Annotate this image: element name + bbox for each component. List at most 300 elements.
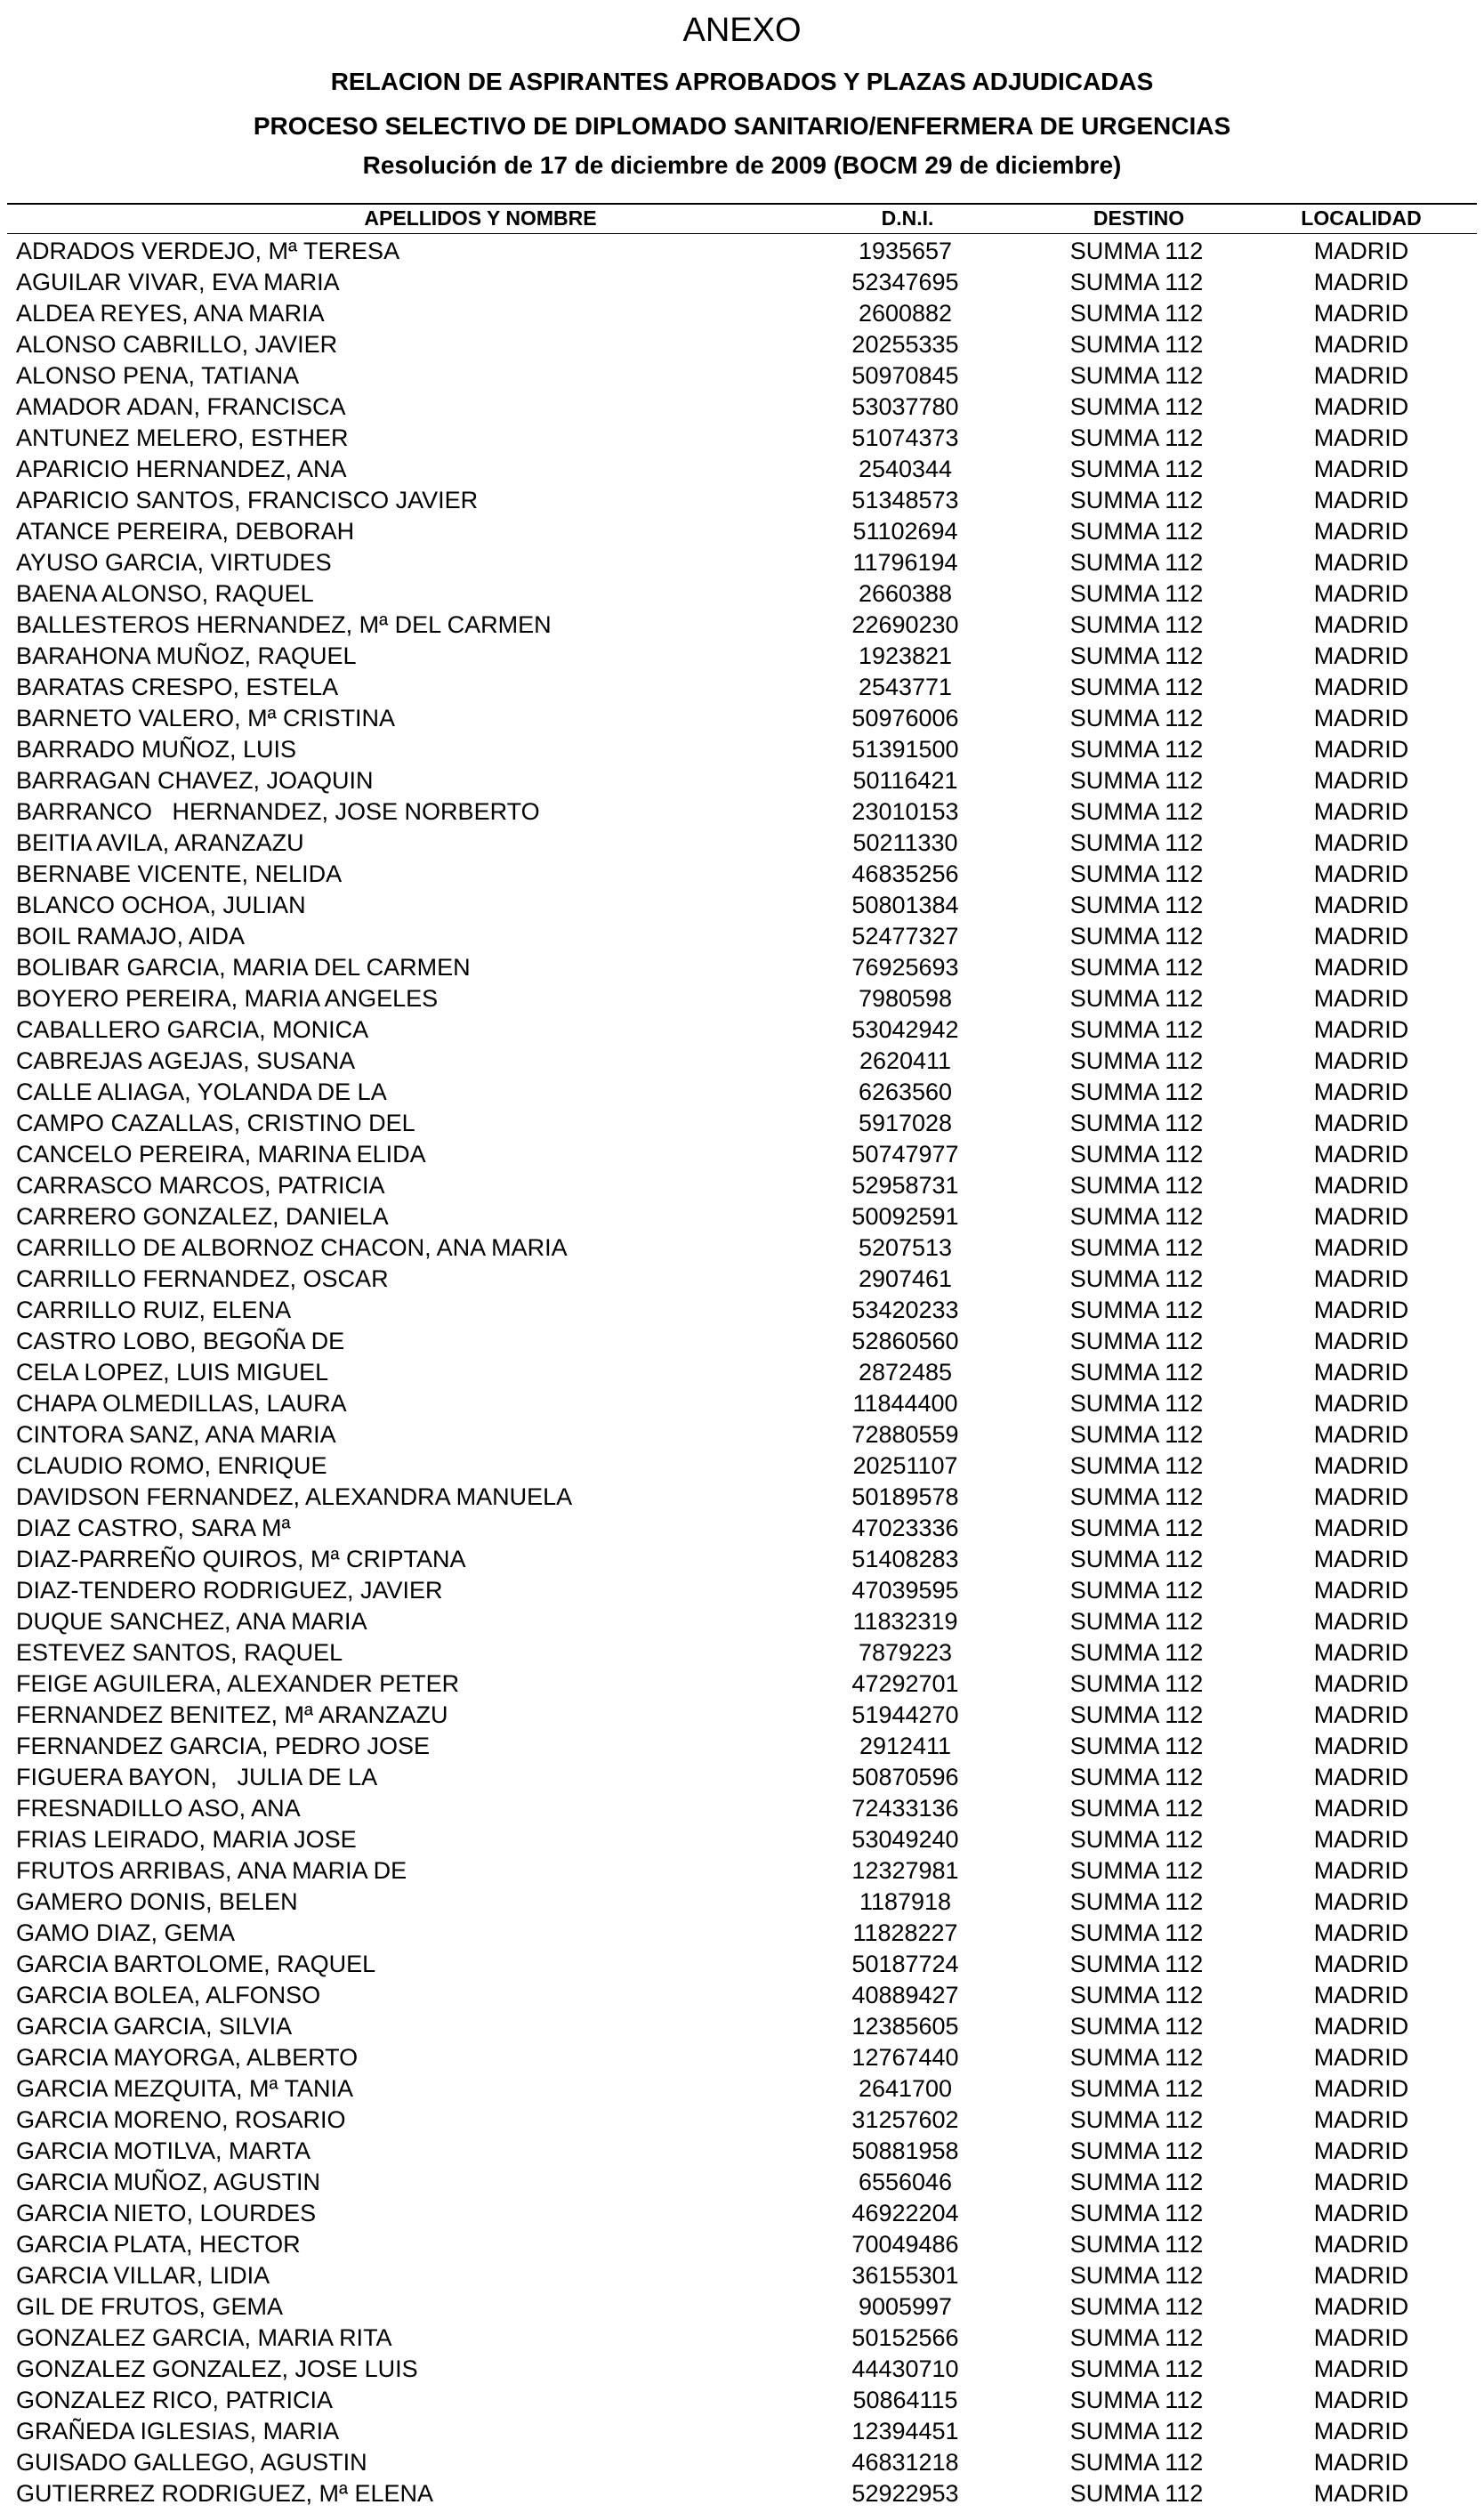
cell-dni: 2543771 bbox=[858, 674, 953, 700]
table-row bbox=[0, 1637, 1484, 1669]
cell-dni: 53420233 bbox=[851, 1297, 959, 1323]
cell-localidad: MADRID bbox=[1313, 1670, 1409, 1697]
cell-dni: 2912411 bbox=[859, 1733, 952, 1759]
cell-localidad: MADRID bbox=[1313, 798, 1409, 825]
cell-dni: 52860560 bbox=[851, 1328, 959, 1354]
cell-name: CABALLERO GARCIA, MONICA bbox=[16, 1016, 369, 1043]
cell-name: CLAUDIO ROMO, ENRIQUE bbox=[16, 1452, 327, 1479]
cell-localidad: MADRID bbox=[1313, 1079, 1409, 1105]
cell-dni: 2540344 bbox=[858, 456, 953, 482]
cell-destino: SUMMA 112 bbox=[1069, 611, 1204, 638]
cell-dni: 50747977 bbox=[851, 1141, 959, 1168]
cell-name: GARCIA NIETO, LOURDES bbox=[16, 2200, 317, 2226]
table-row bbox=[0, 516, 1484, 547]
table-row bbox=[0, 2478, 1484, 2509]
table-row bbox=[0, 1700, 1484, 1731]
cell-dni: 51348573 bbox=[851, 487, 959, 513]
cell-dni: 12327981 bbox=[851, 1857, 959, 1884]
cell-dni: 2872485 bbox=[858, 1359, 953, 1386]
table-row bbox=[0, 1513, 1484, 1544]
cell-destino: SUMMA 112 bbox=[1069, 1608, 1204, 1635]
cell-name: DIAZ-PARREÑO QUIROS, Mª CRIPTANA bbox=[16, 1546, 466, 1572]
cell-dni: 52347695 bbox=[851, 269, 959, 295]
cell-dni: 1935657 bbox=[858, 238, 953, 264]
cell-destino: SUMMA 112 bbox=[1069, 923, 1204, 949]
cell-destino: SUMMA 112 bbox=[1069, 767, 1204, 794]
cell-localidad: MADRID bbox=[1313, 2262, 1409, 2289]
cell-localidad: MADRID bbox=[1313, 1110, 1409, 1136]
cell-dni: 47039595 bbox=[851, 1577, 959, 1604]
cell-destino: SUMMA 112 bbox=[1069, 674, 1204, 700]
cell-localidad: MADRID bbox=[1313, 2013, 1409, 2040]
cell-localidad: MADRID bbox=[1313, 1795, 1409, 1822]
table-row bbox=[0, 641, 1484, 672]
table-row bbox=[0, 2198, 1484, 2229]
table-row bbox=[0, 2416, 1484, 2447]
table-row bbox=[0, 2011, 1484, 2042]
cell-dni: 46922204 bbox=[851, 2200, 959, 2226]
table-row bbox=[0, 1482, 1484, 1513]
cell-name: ALDEA REYES, ANA MARIA bbox=[16, 300, 325, 327]
cell-dni: 50976006 bbox=[851, 705, 959, 731]
cell-destino: SUMMA 112 bbox=[1069, 1234, 1204, 1261]
table-row bbox=[0, 1295, 1484, 1326]
cell-dni: 11832319 bbox=[852, 1608, 958, 1635]
cell-name: BARRANCO HERNANDEZ, JOSE NORBERTO bbox=[16, 798, 540, 825]
cell-localidad: MADRID bbox=[1313, 362, 1409, 389]
cell-destino: SUMMA 112 bbox=[1069, 1079, 1204, 1105]
cell-destino: SUMMA 112 bbox=[1069, 2044, 1204, 2071]
cell-destino: SUMMA 112 bbox=[1069, 1421, 1204, 1448]
cell-name: GARCIA PLATA, HECTOR bbox=[16, 2231, 301, 2258]
cell-destino: SUMMA 112 bbox=[1069, 1483, 1204, 1510]
table-row bbox=[0, 1824, 1484, 1855]
table-row bbox=[0, 921, 1484, 952]
cell-localidad: MADRID bbox=[1313, 1577, 1409, 1604]
table-row bbox=[0, 1731, 1484, 1762]
cell-name: BEITIA AVILA, ARANZAZU bbox=[16, 829, 304, 856]
cell-localidad: MADRID bbox=[1313, 1390, 1409, 1417]
cell-destino: SUMMA 112 bbox=[1069, 1297, 1204, 1323]
cell-name: BOYERO PEREIRA, MARIA ANGELES bbox=[16, 985, 439, 1012]
cell-name: GARCIA MAYORGA, ALBERTO bbox=[16, 2044, 359, 2071]
cell-destino: SUMMA 112 bbox=[1069, 1795, 1204, 1822]
cell-name: GRAÑEDA IGLESIAS, MARIA bbox=[16, 2418, 340, 2444]
cell-localidad: MADRID bbox=[1313, 1452, 1409, 1479]
table-row bbox=[0, 267, 1484, 298]
cell-dni: 20255335 bbox=[851, 331, 959, 358]
cell-name: AYUSO GARCIA, VIRTUDES bbox=[16, 549, 332, 576]
table-row bbox=[0, 236, 1484, 267]
cell-name: ALONSO PENA, TATIANA bbox=[16, 362, 300, 389]
cell-dni: 36155301 bbox=[851, 2262, 959, 2289]
cell-dni: 1187918 bbox=[859, 1888, 952, 1915]
cell-name: APARICIO HERNANDEZ, ANA bbox=[16, 456, 347, 482]
cell-destino: SUMMA 112 bbox=[1069, 829, 1204, 856]
cell-destino: SUMMA 112 bbox=[1069, 736, 1204, 763]
cell-localidad: MADRID bbox=[1313, 1483, 1409, 1510]
table-row bbox=[0, 1201, 1484, 1232]
cell-name: GAMO DIAZ, GEMA bbox=[16, 1919, 236, 1946]
cell-name: BARATAS CRESPO, ESTELA bbox=[16, 674, 339, 700]
cell-localidad: MADRID bbox=[1313, 2106, 1409, 2133]
cell-name: BLANCO OCHOA, JULIAN bbox=[16, 892, 306, 918]
cell-localidad: MADRID bbox=[1313, 2137, 1409, 2164]
table-row bbox=[0, 1887, 1484, 1918]
cell-name: GUTIERREZ RODRIGUEZ, Mª ELENA bbox=[16, 2480, 434, 2507]
cell-localidad: MADRID bbox=[1313, 674, 1409, 700]
cell-name: GARCIA MOTILVA, MARTA bbox=[16, 2137, 311, 2164]
table-row bbox=[0, 2167, 1484, 2198]
cell-localidad: MADRID bbox=[1313, 2324, 1409, 2351]
cell-destino: SUMMA 112 bbox=[1069, 1919, 1204, 1946]
cell-name: FERNANDEZ BENITEZ, Mª ARANZAZU bbox=[16, 1701, 448, 1728]
cell-name: BALLESTEROS HERNANDEZ, Mª DEL CARMEN bbox=[16, 611, 552, 638]
cell-destino: SUMMA 112 bbox=[1069, 362, 1204, 389]
cell-dni: 46831218 bbox=[851, 2449, 959, 2476]
cell-dni: 51944270 bbox=[851, 1701, 959, 1728]
cell-localidad: MADRID bbox=[1313, 1639, 1409, 1666]
table-row bbox=[0, 578, 1484, 610]
cell-dni: 47023336 bbox=[851, 1515, 959, 1541]
cell-destino: SUMMA 112 bbox=[1069, 238, 1204, 264]
column-header-dni: D.N.I. bbox=[881, 206, 934, 230]
cell-name: BARRADO MUÑOZ, LUIS bbox=[16, 736, 297, 763]
cell-localidad: MADRID bbox=[1313, 1141, 1409, 1168]
cell-localidad: MADRID bbox=[1313, 923, 1409, 949]
cell-destino: SUMMA 112 bbox=[1069, 1047, 1204, 1074]
table-row bbox=[0, 1669, 1484, 1700]
cell-name: CARRILLO DE ALBORNOZ CHACON, ANA MARIA bbox=[16, 1234, 568, 1261]
cell-dni: 50970845 bbox=[851, 362, 959, 389]
table-row bbox=[0, 983, 1484, 1014]
cell-name: GAMERO DONIS, BELEN bbox=[16, 1888, 298, 1915]
table-row bbox=[0, 672, 1484, 703]
cell-localidad: MADRID bbox=[1313, 1826, 1409, 1853]
cell-dni: 7980598 bbox=[858, 985, 953, 1012]
cell-dni: 11828227 bbox=[852, 1919, 958, 1946]
cell-dni: 72880559 bbox=[851, 1421, 959, 1448]
cell-name: FRIAS LEIRADO, MARIA JOSE bbox=[16, 1826, 357, 1853]
cell-localidad: MADRID bbox=[1313, 1764, 1409, 1790]
table-row bbox=[0, 1419, 1484, 1450]
cell-destino: SUMMA 112 bbox=[1069, 2293, 1204, 2320]
cell-destino: SUMMA 112 bbox=[1069, 2480, 1204, 2507]
cell-dni: 11796194 bbox=[852, 549, 958, 576]
cell-name: GONZALEZ GARCIA, MARIA RITA bbox=[16, 2324, 392, 2351]
cell-dni: 53042942 bbox=[851, 1016, 959, 1043]
cell-name: ESTEVEZ SANTOS, RAQUEL bbox=[16, 1639, 343, 1666]
cell-dni: 50152566 bbox=[851, 2324, 959, 2351]
cell-localidad: MADRID bbox=[1313, 1857, 1409, 1884]
table-row bbox=[0, 298, 1484, 329]
cell-destino: SUMMA 112 bbox=[1069, 2200, 1204, 2226]
cell-dni: 44430710 bbox=[851, 2355, 959, 2382]
cell-localidad: MADRID bbox=[1313, 767, 1409, 794]
document-subtitle-1: RELACION DE ASPIRANTES APROBADOS Y PLAZAS ADJUDICADAS bbox=[330, 68, 1154, 95]
cell-localidad: MADRID bbox=[1313, 2169, 1409, 2195]
cell-name: ADRADOS VERDEJO, Mª TERESA bbox=[16, 238, 400, 264]
table-row bbox=[0, 828, 1484, 859]
cell-dni: 50187724 bbox=[851, 1951, 959, 1977]
cell-localidad: MADRID bbox=[1313, 393, 1409, 420]
cell-name: FIGUERA BAYON, JULIA DE LA bbox=[16, 1764, 378, 1790]
column-header-destino: DESTINO bbox=[1093, 206, 1185, 230]
cell-localidad: MADRID bbox=[1313, 1172, 1409, 1199]
table-row bbox=[0, 1980, 1484, 2011]
cell-destino: SUMMA 112 bbox=[1069, 2418, 1204, 2444]
cell-dni: 1923821 bbox=[858, 642, 953, 669]
table-row bbox=[0, 1949, 1484, 1980]
cell-localidad: MADRID bbox=[1313, 2293, 1409, 2320]
cell-destino: SUMMA 112 bbox=[1069, 1670, 1204, 1697]
cell-name: AMADOR ADAN, FRANCISCA bbox=[16, 393, 346, 420]
cell-destino: SUMMA 112 bbox=[1069, 1203, 1204, 1230]
cell-name: CABREJAS AGEJAS, SUSANA bbox=[16, 1047, 356, 1074]
table-row bbox=[0, 1388, 1484, 1419]
cell-name: CARRERO GONZALEZ, DANIELA bbox=[16, 1203, 389, 1230]
cell-localidad: MADRID bbox=[1313, 1234, 1409, 1261]
table-row bbox=[0, 454, 1484, 485]
cell-localidad: MADRID bbox=[1313, 1047, 1409, 1074]
cell-name: BOIL RAMAJO, AIDA bbox=[16, 923, 246, 949]
cell-destino: SUMMA 112 bbox=[1069, 1857, 1204, 1884]
cell-name: CARRILLO FERNANDEZ, OSCAR bbox=[16, 1265, 389, 1292]
table-row bbox=[0, 2291, 1484, 2323]
cell-destino: SUMMA 112 bbox=[1069, 269, 1204, 295]
cell-localidad: MADRID bbox=[1313, 1982, 1409, 2008]
cell-dni: 9005997 bbox=[858, 2293, 953, 2320]
cell-destino: SUMMA 112 bbox=[1069, 1515, 1204, 1541]
cell-destino: SUMMA 112 bbox=[1069, 985, 1204, 1012]
cell-localidad: MADRID bbox=[1313, 705, 1409, 731]
cell-name: AGUILAR VIVAR, EVA MARIA bbox=[16, 269, 340, 295]
cell-destino: SUMMA 112 bbox=[1069, 487, 1204, 513]
table-row bbox=[0, 1450, 1484, 1482]
column-header-localidad: LOCALIDAD bbox=[1301, 206, 1422, 230]
cell-dni: 20251107 bbox=[852, 1452, 958, 1479]
table-row bbox=[0, 423, 1484, 454]
cell-name: DAVIDSON FERNANDEZ, ALEXANDRA MANUELA bbox=[16, 1483, 573, 1510]
cell-dni: 50870596 bbox=[851, 1764, 959, 1790]
cell-name: CANCELO PEREIRA, MARINA ELIDA bbox=[16, 1141, 426, 1168]
cell-localidad: MADRID bbox=[1313, 1701, 1409, 1728]
cell-localidad: MADRID bbox=[1313, 2418, 1409, 2444]
cell-name: CELA LOPEZ, LUIS MIGUEL bbox=[16, 1359, 329, 1386]
cell-name: BARNETO VALERO, Mª CRISTINA bbox=[16, 705, 396, 731]
cell-destino: SUMMA 112 bbox=[1069, 2013, 1204, 2040]
cell-destino: SUMMA 112 bbox=[1069, 1546, 1204, 1572]
table-row bbox=[0, 1046, 1484, 1077]
cell-name: GUISADO GALLEGO, AGUSTIN bbox=[16, 2449, 367, 2476]
cell-dni: 2660388 bbox=[858, 580, 953, 607]
cell-name: FERNANDEZ GARCIA, PEDRO JOSE bbox=[16, 1733, 431, 1759]
table-row bbox=[0, 2042, 1484, 2073]
cell-localidad: MADRID bbox=[1313, 611, 1409, 638]
cell-name: GARCIA MORENO, ROSARIO bbox=[16, 2106, 346, 2133]
cell-destino: SUMMA 112 bbox=[1069, 954, 1204, 981]
table-row bbox=[0, 2229, 1484, 2260]
cell-localidad: MADRID bbox=[1313, 1359, 1409, 1386]
cell-name: FRUTOS ARRIBAS, ANA MARIA DE bbox=[16, 1857, 407, 1884]
table-row bbox=[0, 734, 1484, 765]
cell-destino: SUMMA 112 bbox=[1069, 1016, 1204, 1043]
cell-dni: 50092591 bbox=[851, 1203, 959, 1230]
cell-name: GONZALEZ RICO, PATRICIA bbox=[16, 2387, 334, 2413]
table-row bbox=[0, 2447, 1484, 2478]
table-row bbox=[0, 2105, 1484, 2136]
cell-destino: SUMMA 112 bbox=[1069, 1359, 1204, 1386]
cell-name: BERNABE VICENTE, NELIDA bbox=[16, 861, 343, 887]
cell-name: GIL DE FRUTOS, GEMA bbox=[16, 2293, 284, 2320]
cell-name: CALLE ALIAGA, YOLANDA DE LA bbox=[16, 1079, 387, 1105]
table-row bbox=[0, 1170, 1484, 1201]
cell-destino: SUMMA 112 bbox=[1069, 1982, 1204, 2008]
cell-dni: 12394451 bbox=[851, 2418, 959, 2444]
cell-localidad: MADRID bbox=[1313, 1546, 1409, 1572]
cell-name: APARICIO SANTOS, FRANCISCO JAVIER bbox=[16, 487, 479, 513]
cell-dni: 6556046 bbox=[858, 2169, 953, 2195]
cell-dni: 70049486 bbox=[851, 2231, 959, 2258]
cell-destino: SUMMA 112 bbox=[1069, 1141, 1204, 1168]
cell-localidad: MADRID bbox=[1313, 954, 1409, 981]
cell-destino: SUMMA 112 bbox=[1069, 2355, 1204, 2382]
cell-dni: 53037780 bbox=[851, 393, 959, 420]
cell-dni: 2641700 bbox=[858, 2075, 953, 2102]
cell-localidad: MADRID bbox=[1313, 1515, 1409, 1541]
table-row bbox=[0, 2260, 1484, 2291]
cell-localidad: MADRID bbox=[1313, 736, 1409, 763]
cell-destino: SUMMA 112 bbox=[1069, 300, 1204, 327]
cell-name: GARCIA VILLAR, LIDIA bbox=[16, 2262, 270, 2289]
cell-localidad: MADRID bbox=[1313, 892, 1409, 918]
cell-destino: SUMMA 112 bbox=[1069, 1888, 1204, 1915]
cell-name: FEIGE AGUILERA, ALEXANDER PETER bbox=[16, 1670, 460, 1697]
cell-dni: 50881958 bbox=[851, 2137, 959, 2164]
cell-dni: 51408283 bbox=[851, 1546, 959, 1572]
cell-localidad: MADRID bbox=[1313, 2449, 1409, 2476]
table-row bbox=[0, 1855, 1484, 1887]
table-row bbox=[0, 1575, 1484, 1606]
cell-localidad: MADRID bbox=[1313, 300, 1409, 327]
cell-localidad: MADRID bbox=[1313, 424, 1409, 451]
cell-localidad: MADRID bbox=[1313, 2355, 1409, 2382]
cell-localidad: MADRID bbox=[1313, 1888, 1409, 1915]
cell-destino: SUMMA 112 bbox=[1069, 2324, 1204, 2351]
cell-dni: 51391500 bbox=[851, 736, 959, 763]
cell-dni: 50801384 bbox=[851, 892, 959, 918]
document-subtitle-3: Resolución de 17 de diciembre de 2009 (BOCM 29 de diciembre) bbox=[362, 151, 1122, 179]
table-row bbox=[0, 485, 1484, 516]
table-row bbox=[0, 859, 1484, 890]
cell-name: BARAHONA MUÑOZ, RAQUEL bbox=[16, 642, 357, 669]
cell-destino: SUMMA 112 bbox=[1069, 2449, 1204, 2476]
cell-localidad: MADRID bbox=[1313, 2480, 1409, 2507]
cell-localidad: MADRID bbox=[1313, 1016, 1409, 1043]
table-row bbox=[0, 1606, 1484, 1637]
cell-name: BARRAGAN CHAVEZ, JOAQUIN bbox=[16, 767, 374, 794]
cell-dni: 23010153 bbox=[851, 798, 959, 825]
cell-localidad: MADRID bbox=[1313, 2200, 1409, 2226]
cell-destino: SUMMA 112 bbox=[1069, 1577, 1204, 1604]
cell-localidad: MADRID bbox=[1313, 1297, 1409, 1323]
cell-name: CAMPO CAZALLAS, CRISTINO DEL bbox=[16, 1110, 415, 1136]
cell-destino: SUMMA 112 bbox=[1069, 798, 1204, 825]
table-row bbox=[0, 1918, 1484, 1949]
cell-dni: 11844400 bbox=[852, 1390, 958, 1417]
table-row bbox=[0, 360, 1484, 392]
cell-destino: SUMMA 112 bbox=[1069, 1764, 1204, 1790]
cell-dni: 51102694 bbox=[852, 518, 958, 545]
cell-destino: SUMMA 112 bbox=[1069, 580, 1204, 607]
cell-name: CINTORA SANZ, ANA MARIA bbox=[16, 1421, 336, 1448]
cell-destino: SUMMA 112 bbox=[1069, 549, 1204, 576]
table-row bbox=[0, 610, 1484, 641]
cell-destino: SUMMA 112 bbox=[1069, 2106, 1204, 2133]
table-row bbox=[0, 1232, 1484, 1264]
table-header-rule bbox=[7, 233, 1477, 234]
cell-name: ATANCE PEREIRA, DEBORAH bbox=[16, 518, 355, 545]
cell-localidad: MADRID bbox=[1313, 1919, 1409, 1946]
cell-localidad: MADRID bbox=[1313, 829, 1409, 856]
table-row bbox=[0, 2073, 1484, 2105]
table-body bbox=[0, 236, 1484, 2509]
table-row bbox=[0, 1793, 1484, 1824]
cell-localidad: MADRID bbox=[1313, 2075, 1409, 2102]
cell-name: GARCIA GARCIA, SILVIA bbox=[16, 2013, 293, 2040]
cell-dni: 2907461 bbox=[858, 1265, 953, 1292]
cell-dni: 50189578 bbox=[851, 1483, 959, 1510]
cell-dni: 40889427 bbox=[851, 1982, 959, 2008]
cell-dni: 51074373 bbox=[851, 424, 959, 451]
table-row bbox=[0, 1077, 1484, 1108]
cell-destino: SUMMA 112 bbox=[1069, 518, 1204, 545]
cell-dni: 31257602 bbox=[851, 2106, 959, 2133]
cell-dni: 52477327 bbox=[851, 923, 959, 949]
cell-destino: SUMMA 112 bbox=[1069, 2387, 1204, 2413]
cell-dni: 47292701 bbox=[851, 1670, 959, 1697]
cell-localidad: MADRID bbox=[1313, 456, 1409, 482]
cell-dni: 2600882 bbox=[858, 300, 953, 327]
table-row bbox=[0, 2323, 1484, 2354]
table-row bbox=[0, 392, 1484, 423]
table-row bbox=[0, 1108, 1484, 1139]
cell-destino: SUMMA 112 bbox=[1069, 642, 1204, 669]
cell-localidad: MADRID bbox=[1313, 238, 1409, 264]
cell-localidad: MADRID bbox=[1313, 549, 1409, 576]
cell-name: DIAZ-TENDERO RODRIGUEZ, JAVIER bbox=[16, 1577, 443, 1604]
cell-dni: 5917028 bbox=[858, 1110, 953, 1136]
cell-localidad: MADRID bbox=[1313, 1951, 1409, 1977]
cell-name: CARRASCO MARCOS, PATRICIA bbox=[16, 1172, 385, 1199]
table-row bbox=[0, 329, 1484, 360]
cell-destino: SUMMA 112 bbox=[1069, 393, 1204, 420]
cell-destino: SUMMA 112 bbox=[1069, 1701, 1204, 1728]
cell-name: DIAZ CASTRO, SARA Mª bbox=[16, 1515, 291, 1541]
document-title: ANEXO bbox=[682, 12, 802, 49]
table-row bbox=[0, 1326, 1484, 1357]
cell-name: DUQUE SANCHEZ, ANA MARIA bbox=[16, 1608, 367, 1635]
cell-dni: 50864115 bbox=[852, 2387, 958, 2413]
cell-destino: SUMMA 112 bbox=[1069, 2231, 1204, 2258]
cell-name: CHAPA OLMEDILLAS, LAURA bbox=[16, 1390, 347, 1417]
table-header bbox=[0, 205, 1484, 231]
cell-name: GARCIA MEZQUITA, Mª TANIA bbox=[16, 2075, 354, 2102]
cell-name: CARRILLO RUIZ, ELENA bbox=[16, 1297, 292, 1323]
cell-destino: SUMMA 112 bbox=[1069, 1110, 1204, 1136]
cell-name: ANTUNEZ MELERO, ESTHER bbox=[16, 424, 349, 451]
cell-destino: SUMMA 112 bbox=[1069, 1390, 1204, 1417]
